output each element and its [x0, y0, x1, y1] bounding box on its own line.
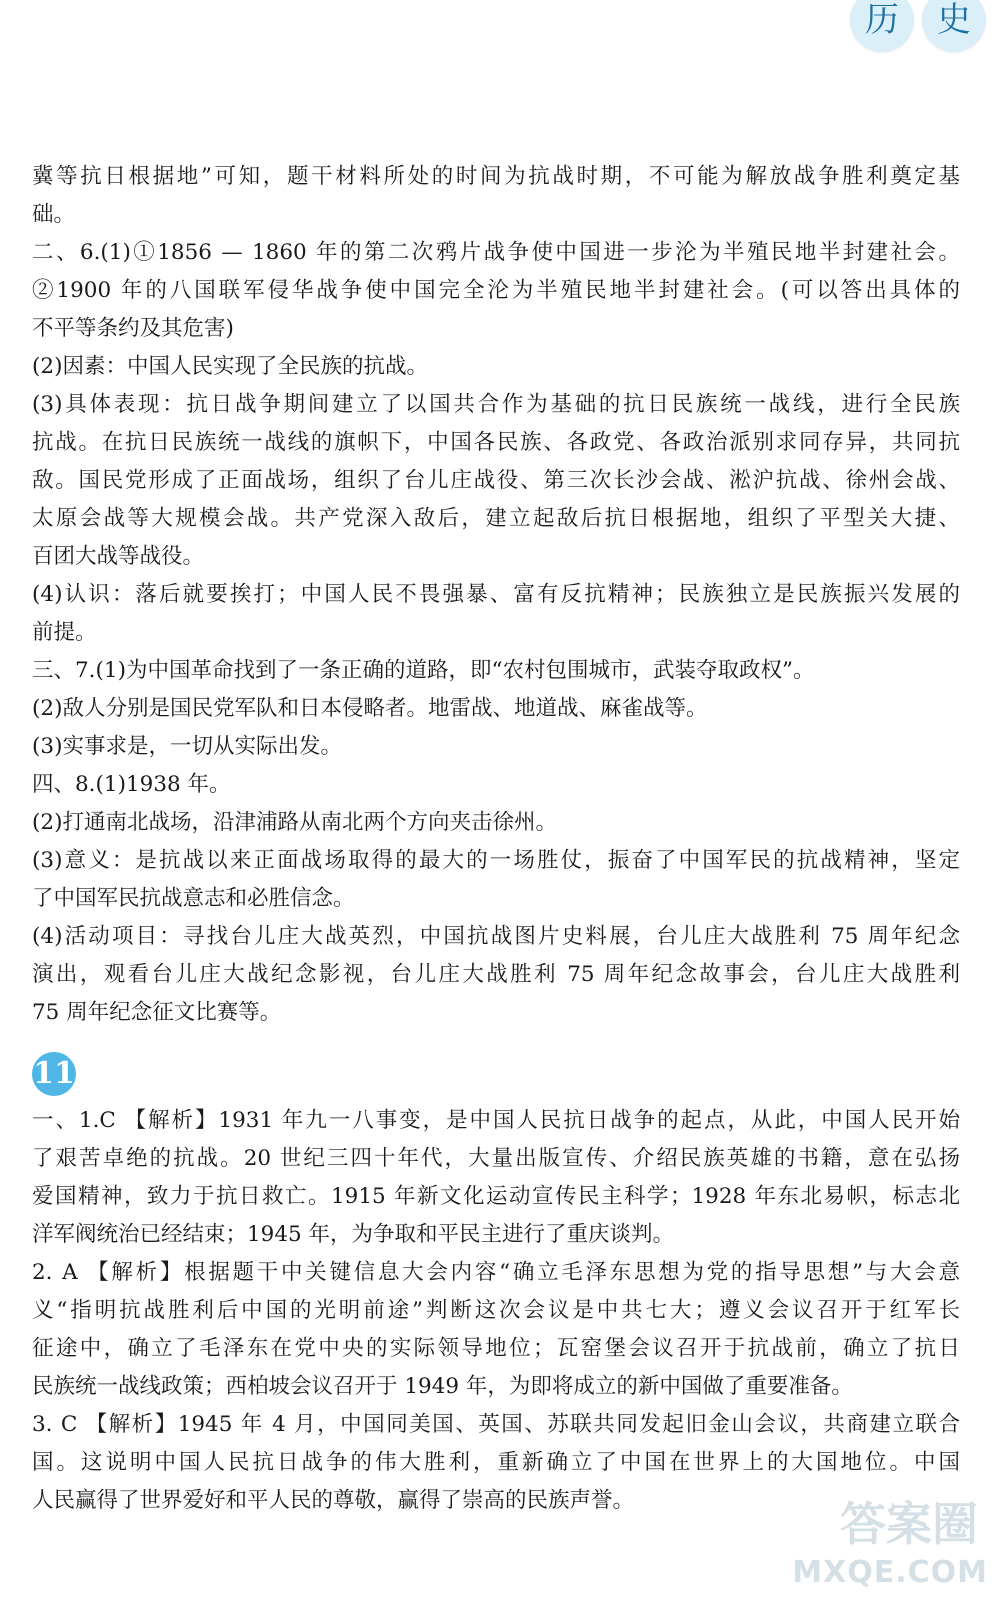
watermark-site: MXQE.COM [792, 1555, 988, 1590]
watermark [792, 1486, 988, 1596]
text-line: (2)因素：中国人民实现了全民族的抗战。 [32, 354, 428, 379]
text-line: 义“指明抗战胜利后中国的光明前途”判断这次会议是中共七大；遵义会议召开于红军长 [32, 1298, 960, 1323]
text-line: 演出，观看台儿庄大战纪念影视，台儿庄大战胜利 75 周年纪念故事会，台儿庄大战胜利 [32, 962, 960, 987]
text-line: 国。这说明中国人民抗日战争的伟大胜利，重新确立了中国在世界上的大国地位。中国 [32, 1450, 960, 1475]
text-line: (2)打通南北战场，沿津浦路从南北两个方向夹击徐州。 [32, 810, 557, 835]
text-line: 人民赢得了世界爱好和平人民的尊敬，赢得了崇高的民族声誉。 [32, 1488, 635, 1513]
text-line: 爱国精神，致力于抗日救亡。1915 年新文化运动宣传民主科学；1928 年东北易帜，标志北 [32, 1184, 960, 1209]
text-line: 征途中，确立了毛泽东在党中央的实际领导地位；瓦窑堡会议召开于抗战前，确立了抗日 [32, 1336, 960, 1361]
text-line: 前提。 [32, 620, 97, 645]
text-line: (3)意义：是抗战以来正面战场取得的最大的一场胜仗，振奋了中国军民的抗战精神，坚定 [32, 848, 960, 873]
text-line: ②1900 年的八国联军侵华战争使中国完全沦为半殖民地半封建社会。(可以答出具体的 [32, 278, 960, 303]
text-line: (4)活动项目：寻找台儿庄大战英烈，中国抗战图片史料展，台儿庄大战胜利 75 周年纪念 [32, 924, 960, 949]
text-line: 三、7.(1)为中国革命找到了一条正确的道路，即“农村包围城市，武装夺取政权”。 [32, 658, 815, 683]
text-line: 百团大战等战役。 [32, 544, 205, 569]
text-line: (3)具体表现：抗日战争期间建立了以国共合作为基础的抗日民族统一战线，进行全民族 [32, 392, 960, 417]
text-line: 敌。国民党形成了正面战场，组织了台儿庄战役、第三次长沙会战、淞沪抗战、徐州会战、 [32, 468, 960, 493]
answer-block-top [32, 158, 960, 1032]
answer-block-bottom [32, 1102, 960, 1520]
text-line: 抗战。在抗日民族统一战线的旗帜下，中国各民族、各政党、各政治派别求同存异，共同抗 [32, 430, 960, 455]
text-line: 础。 [32, 202, 76, 227]
text-line: 不平等条约及其危害) [32, 316, 234, 341]
text-line: 太原会战等大规模会战。共产党深入敌后，建立起敌后抗日根据地，组织了平型关大捷、 [32, 506, 960, 531]
text-line: (4)认识：落后就要挨打；中国人民不畏强暴、富有反抗精神；民族独立是民族振兴发展的 [32, 582, 960, 607]
subject-header [850, 0, 986, 52]
text-line: 2. A 【解析】根据题干中关键信息大会内容“确立毛泽东思想为党的指导思想”与大会意 [32, 1260, 960, 1285]
subject-char-shi: 史 [922, 0, 986, 52]
text-line: 洋军阀统治已经结束；1945 年，为争取和平民主进行了重庆谈判。 [32, 1222, 675, 1247]
text-line: 二、6.(1)①1856 — 1860 年的第二次鸦片战争使中国进一步沦为半殖民地半封建社会。 [32, 240, 960, 265]
text-line: (3)实事求是，一切从实际出发。 [32, 734, 342, 759]
section-number-badge: 11 [32, 1052, 76, 1096]
text-line: 四、8.(1)1938 年。 [32, 772, 231, 797]
text-line: 了中国军民抗战意志和必胜信念。 [32, 886, 355, 911]
text-line: 3. C 【解析】1945 年 4 月，中国同美国、英国、苏联共同发起旧金山会议，共商建立联合 [32, 1412, 960, 1437]
text-line: (2)敌人分别是国民党军队和日本侵略者。地雷战、地道战、麻雀战等。 [32, 696, 708, 721]
text-line: 冀等抗日根据地”可知，题干材料所处的时间为抗战时期，不可能为解放战争胜利奠定基 [32, 164, 960, 189]
subject-char-li: 历 [850, 0, 914, 52]
text-line: 一、1.C 【解析】1931 年九一八事变，是中国人民抗日战争的起点，从此，中国人民开始 [32, 1108, 960, 1133]
watermark-logo: 答案圈 [840, 1497, 978, 1551]
text-line: 民族统一战线政策；西柏坡会议召开于 1949 年，为即将成立的新中国做了重要准备。 [32, 1374, 853, 1399]
text-line: 75 周年纪念征文比赛等。 [32, 1000, 282, 1025]
text-line: 了艰苦卓绝的抗战。20 世纪三四十年代，大量出版宣传、介绍民族英雄的书籍，意在弘扬 [32, 1146, 960, 1171]
